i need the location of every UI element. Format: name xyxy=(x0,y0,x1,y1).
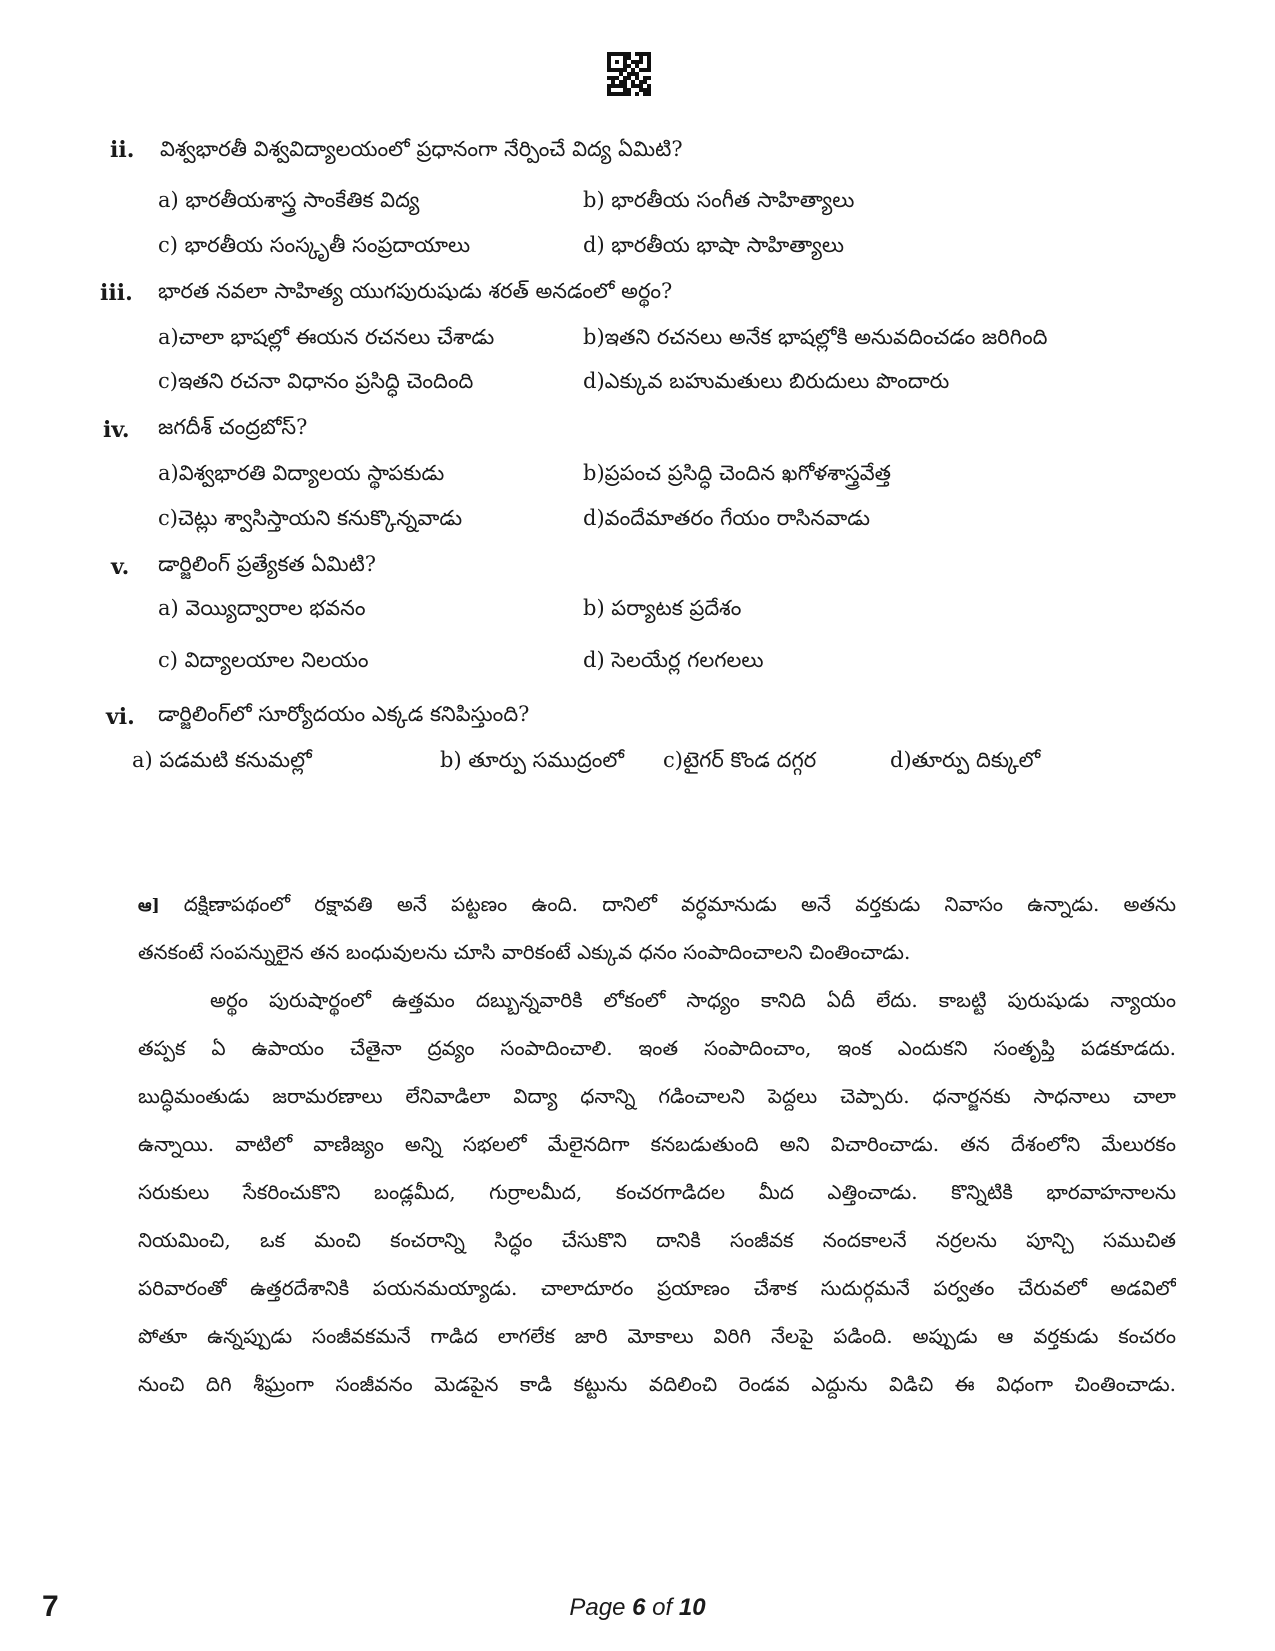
question-number: ii. xyxy=(110,137,135,163)
option-c: c)టైగర్ కొండ దగ్గర xyxy=(663,748,817,772)
question-number: vi. xyxy=(106,704,135,730)
page-current: 6 xyxy=(632,1594,646,1621)
option-a: a)చాలా భాషల్లో ఈయన రచనలు చేశాడు xyxy=(158,325,495,349)
question-number: iii. xyxy=(100,280,133,306)
passage-line: ఉన్నాయి. వాటిలో వాణిజ్యం అన్ని సభలలో మేలైనదిగా కనబడుతుంది అని విచారించాడు. తన దేశంలోని మేలురకం xyxy=(138,1132,1176,1156)
passage-line: ఆ] దక్షిణాపథంలో రక్షావతి అనే పట్టణం ఉంది. దానిలో వర్ధమానుడు అనే వర్తకుడు నివాసం ఉన్నాడు. అతను xyxy=(138,892,1176,916)
passage-line: తనకంటే సంపన్నులైన తన బంధువులను చూసి వారికంటే ఎక్కువ ధనం సంపాదించాలని చింతించాడు. xyxy=(138,940,911,964)
option-a: a) వెయ్యిద్వారాల భవనం xyxy=(158,596,366,620)
option-b: b) భారతీయ సంగీత సాహిత్యాలు xyxy=(583,188,855,212)
question-number: v. xyxy=(111,554,130,580)
question-text: భారత నవలా సాహిత్య యుగపురుషుడు శరత్ అనడంలో అర్థం? xyxy=(158,279,673,303)
option-b: b) తూర్పు సముద్రంలో xyxy=(440,748,624,772)
question-text: జగదీశ్ చంద్రబోస్? xyxy=(158,415,308,439)
passage-line: తప్పక ఏ ఉపాయం చేతైనా ద్రవ్యం సంపాదించాలి. ఇంత సంపాదించాం, ఇంక ఎందుకని సంతృప్తి పడకూడదు. xyxy=(138,1036,1176,1060)
question-text: డార్జిలింగ్ ప్రత్యేకత ఏమిటి? xyxy=(158,552,377,576)
option-c: c)చెట్లు శ్వాసిస్తాయని కనుక్కొన్నవాడు xyxy=(158,506,463,530)
option-c: c) విద్యాలయాల నిలయం xyxy=(158,648,369,672)
passage-line: సరుకులు సేకరించుకొని బండ్లమీద, గుర్రాలమీద, కంచరగాడిదల మీద ఎత్తించాడు. కొన్నిటికి భారవాహనాలను xyxy=(138,1180,1176,1204)
option-a: a) పడమటి కనుమల్లో xyxy=(132,748,312,772)
passage-line: నుంచి దిగి శీఘ్రంగా సంజీవనం మెడపైన కాడి కట్టును వదిలించి రెండవ ఎద్దును విడిచి ఈ విధంగా చింతించాడు. xyxy=(138,1372,1176,1396)
reading-passage xyxy=(138,884,1176,1412)
passage-line: బుద్ధిమంతుడు జరామరణాలు లేనివాడిలా విద్యా ధనాన్ని గడించాలని పెద్దలు చెప్పారు. ధనార్జనకు సాధనాలు చాలా xyxy=(138,1084,1176,1108)
passage-line: అర్థం పురుషార్థంలో ఉత్తమం దబ్బున్నవారికి లోకంలో సాధ్యం కానిది ఏదీ లేదు. కాబట్టి పురుషుడు న్యాయం xyxy=(210,988,1176,1012)
question-number: iv. xyxy=(103,417,130,443)
option-b: b)ప్రపంచ ప్రసిద్ధి చెందిన ఖగోళశాస్త్రవేత్త xyxy=(583,461,892,485)
passage-line: నియమించి, ఒక మంచి కంచరాన్ని సిద్ధం చేసుకొని దానికి సంజీవక నందకాలనే నర్రలను పూన్చి సముచిత xyxy=(138,1228,1176,1252)
page-indicator: Page 6 of 10 xyxy=(569,1594,706,1621)
option-d: d) భారతీయ భాషా సాహిత్యాలు xyxy=(583,233,844,257)
option-d: d) సెలయేర్ల గలగలలు xyxy=(583,648,764,672)
question-text: విశ్వభారతీ విశ్వవిద్యాలయంలో ప్రధానంగా నేర్పించే విద్య ఏమిటి? xyxy=(160,137,683,161)
qr-code-icon xyxy=(607,52,651,96)
option-d: d)తూర్పు దిక్కులో xyxy=(890,748,1041,772)
option-b: b)ఇతని రచనలు అనేక భాషల్లోకి అనువదించడం జరిగింది xyxy=(583,325,1048,349)
footer-question-number: 7 xyxy=(42,1590,59,1623)
passage-marker: ఆ] xyxy=(138,896,160,916)
question-text: డార్జిలింగ్‌లో సూర్యోదయం ఎక్కడ కనిపిస్తుంది? xyxy=(158,702,530,726)
option-a: a)విశ్వభారతి విద్యాలయ స్థాపకుడు xyxy=(158,461,445,485)
option-d: d)ఎక్కువ బహుమతులు బిరుదులు పొందారు xyxy=(583,369,950,393)
passage-line: పరివారంతో ఉత్తరదేశానికి పయనమయ్యాడు. చాలాదూరం ప్రయాణం చేశాక సుదుర్గమనే పర్వతం చేరువలో అడవిలో xyxy=(138,1276,1176,1300)
option-c: c)ఇతని రచనా విధానం ప్రసిద్ధి చెందింది xyxy=(158,369,474,393)
option-d: d)వందేమాతరం గేయం రాసినవాడు xyxy=(583,506,871,530)
option-a: a) భారతీయశాస్త్ర సాంకేతిక విద్య xyxy=(158,188,420,212)
option-b: b) పర్యాటక ప్రదేశం xyxy=(583,596,742,620)
page-total: 10 xyxy=(678,1594,706,1621)
passage-line: పోతూ ఉన్నప్పుడు సంజీవకమనే గాడిద లాగలేక జారి మోకాలు విరిగి నేలపై పడింది. అప్పుడు ఆ వర్తకుడు కంచరం xyxy=(138,1324,1176,1348)
option-c: c) భారతీయ సంస్కృతీ సంప్రదాయాలు xyxy=(158,233,471,257)
